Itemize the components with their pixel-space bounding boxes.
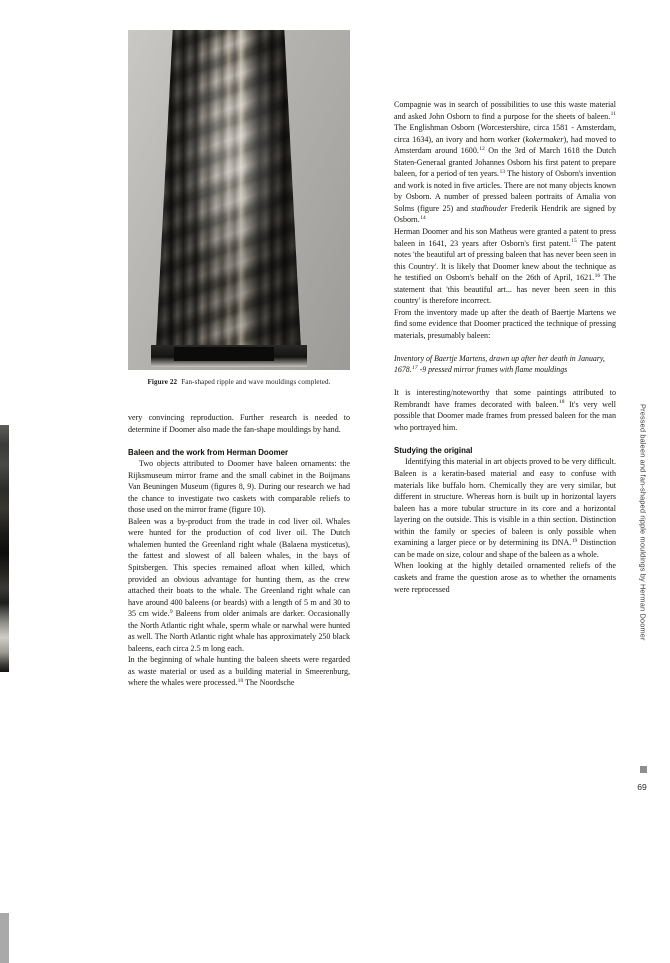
- left-text-column: [128, 412, 350, 689]
- paragraph: very convincing reproduction. Further research is needed to determine if Doomer also made the fan-shape mouldings by hand.: [128, 413, 350, 434]
- footnote-ref: 19: [571, 537, 578, 544]
- paragraph: [394, 226, 616, 307]
- footnote-ref: 12: [479, 145, 485, 152]
- footnote-ref: 15: [571, 237, 577, 244]
- paragraph-segment: The statement that 'this beautiful art... has never been seen in this country' is therefore incorrect.: [394, 273, 616, 306]
- paragraph-segment: Distinction can be made on size, colour and shape of the baleen as a whole.: [394, 538, 616, 559]
- paragraph: Two objects attributed to Doomer have baleen ornaments: the Rijksmuseum mirror frame and the small cabinet in the Boijmans Van Beuningen Museum (figures 8, 9). During our research we had the chance to investigate two caskets with comparable reliefs to those used on the mirror frame (figure 10).: [128, 459, 350, 515]
- right-text-column: [394, 99, 616, 595]
- footnote-ref: 14: [420, 214, 426, 221]
- paragraph-text-after-note: The Noordsche: [243, 678, 295, 688]
- inventory-quotation: [394, 353, 616, 376]
- quote-segment: -9 pressed mirror frames with flame mouldings: [417, 365, 568, 375]
- running-head-text: Pressed baleen and fan-shaped ripple mouldings by Herman Doomer: [638, 404, 648, 641]
- footnote-ref: 11: [610, 110, 616, 117]
- footnote-ref: 17: [412, 364, 418, 371]
- paragraph-segment: Frederik Hendrik are signed by Osborn.: [394, 203, 616, 225]
- moulding-base-shadow: [174, 347, 274, 361]
- footnote-ref: 9: [169, 608, 173, 615]
- running-head: [636, 404, 650, 764]
- paragraph: [394, 99, 616, 226]
- paragraph-segment: ), had moved to Amsterdam around 1600.: [394, 134, 616, 156]
- italic-term-stadhouder: stadhouder: [471, 203, 508, 213]
- paragraph-text-before-note: In the beginning of whale hunting the baleen sheets were regarded as waste material or used as a building material in Smeerenburg, where the whales were processed.: [128, 655, 350, 688]
- figure-label: Figure 22: [147, 378, 178, 386]
- facing-page-bottom-sliver: [0, 913, 9, 963]
- footnote-ref: 13: [499, 168, 506, 175]
- figure-caption-text: Fan-shaped ripple and wave mouldings completed.: [181, 378, 331, 386]
- paragraph-segment: It's very well possible that Doomer made frames from pressed baleen for the man who portrayed him.: [394, 399, 617, 432]
- paragraph-segment: On the 3rd of March 1618 the Dutch Staten-Generaal granted Johannes Osborn his first patent to prepare baleen, for a period of ten years.: [394, 146, 616, 179]
- italic-term-kokermaker: kokermaker: [525, 134, 564, 144]
- paragraph-segment: The Englishman Osborn (Worcestershire, circa 1581 - Amsterdam, circa 1634), an ivory and horn worker (: [394, 123, 616, 144]
- facing-page-image-sliver: [0, 425, 9, 672]
- paragraph-segment: The history of Osborn's invention and work is noted in five articles. There are not many objects known by Osborn. A number of pressed baleen portraits of Amalia von Solms (figure 25) and: [394, 169, 616, 213]
- paragraph-segment: It is interesting/noteworthy that some paintings attributed to Rembrandt have frames decorated with baleen.: [394, 388, 616, 409]
- paragraph-segment: The patent notes 'the beautiful art of pressing baleen that has never been seen in this Country'. It is likely that Doomer knew about the technique as he testified on Osborn's behalf on the 26th of April, 1621.: [394, 238, 616, 283]
- subheading-studying-the-original: Studying the original: [394, 445, 473, 455]
- figure-22-photograph: [128, 30, 350, 370]
- footnote-ref: 16: [594, 272, 601, 279]
- paragraph-segment: Compagnie was in search of possibilities to use this waste material and asked John Osborn to find a purpose for the sheets of baleen.: [394, 100, 616, 121]
- paragraph: [394, 456, 616, 560]
- footnote-ref: 10: [237, 677, 244, 684]
- paragraph: [394, 387, 616, 433]
- quote-segment: Inventory of Baertje Martens, drawn up after her death in January, 1678.: [394, 353, 605, 375]
- paragraph-segment: Herman Doomer and his son Matheus were granted a patent to press baleen in 1641, 23 years after Osborn's first patent.: [394, 227, 616, 248]
- figure-22-caption: [128, 378, 350, 387]
- footnote-ref: 18: [558, 399, 565, 406]
- paragraph-text-before-note: Baleen was a by-product from the trade in cod liver oil. Whales were hunted for the production of cod liver oil. The Dutch whalemen hunted the Greenland right whale (Balaena mysticetus), the fattest and slowest of all baleen whales, in the bays of Spitsbergen. This species remained afloat when killed, which provided an obvious advantage for hunting them, as the crew attached their boats to the whale. The Greenland right whale can have around 400 baleens (or beards) with a length of 5 m and 30 to 35 cm wide.: [128, 516, 350, 619]
- paragraph: [128, 516, 350, 655]
- moulding-light-falloff: [151, 30, 306, 355]
- folio-square-marker: [640, 766, 647, 773]
- paragraph: When looking at the highly detailed ornamented reliefs of the caskets and frame the question arose as to whether the ornaments were reprocessed: [394, 561, 616, 594]
- paragraph-text-after-note: Baleens from older animals are darker. Occasionally the North Atlantic right whale, sperm whale or narwhal were hunted as well. The North Atlantic right whale has approximately 250 black baleens, each circa 2.5 m long each.: [128, 609, 350, 653]
- paragraph: From the inventory made up after the death of Baertje Martens we find some evidence that Doomer practiced the technique of pressing materials, presumably baleen:: [394, 307, 616, 340]
- paragraph: [128, 654, 350, 689]
- subheading-baleen-work-herman-doomer: Baleen and the work from Herman Doomer: [128, 447, 289, 457]
- figure-22-block: [128, 30, 350, 387]
- paragraph-segment: Identifying this material in art objects proved to be very difficult. Baleen is a keratin-based material and easy to confuse with materials like buffalo horn. Chemically they are very similar, but different in structure. Whereas horn is built up in horizontal layers baleen has a more tubular structure in its core and a horizontal layering on the outside. This is visible in a thin section. Distinction within the family or species of baleen is only possible when examining a larger piece or by determining its DNA.: [394, 457, 616, 548]
- page-number: 69: [637, 782, 647, 792]
